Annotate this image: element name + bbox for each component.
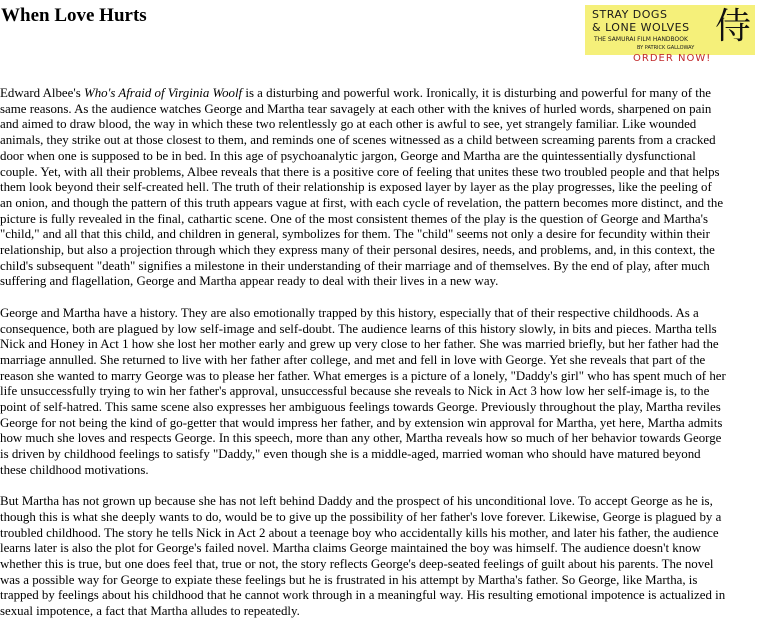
- article-paragraph: George and Martha have a history. They are also emotionally trapped by this history, especially that of their respective childhoods. As a consequence, both are plagued by low self-image and self-doubt. The audience learns of this history slowly, in bits and pieces. Martha tells Nick and Honey in Act 1 how she lost her mother early and grew up very close to her father. She was married briefly, but her father had the marriage annulled. She returned to live with her father after college, and met and fell in love with George. Yet she reveals that part of the reason she wanted to marry George was to please her father. What emerges is a picture of a lonely, "Daddy's girl" who has spent much of her life unsuccessfully trying to win her father's approval, unsuccessful because she reveals to Nick in Act 3 how low her self-image is, to the point of self-hatred. This same scene also expresses her ambiguous feelings towards George. Previously throughout the play, Martha reviles George for not being the kind of go-getter that would impress her father, and by extension win approval for Martha, yet here, Martha admits how much she loves and respects George. In this speech, more than any other, Martha reveals how so much of her behavior towards George is driven by childhood feelings to satisfy "Daddy," even though she is a middle-aged, married woman who should have matured beyond these childhood motivations.: [0, 305, 726, 477]
- article-body: [0, 86, 727, 636]
- order-now-link[interactable]: ORDER NOW!: [633, 53, 712, 64]
- ad-book-title: STRAY DOGS: [592, 8, 668, 21]
- paragraph-intro-text: Edward Albee's: [0, 86, 84, 100]
- play-title: Who's Afraid of Virginia Woolf: [83, 86, 243, 100]
- samurai-kanji-icon: 侍: [714, 6, 751, 47]
- page-title: When Love Hurts: [1, 5, 147, 26]
- article-paragraph: But Martha has not grown up because she has not left behind Daddy and the prospect of his unconditional love. To accept George as he is, though this is what she deeply wants to do, would be to give up the possibility of her father's love forever. Likewise, George is plagued by a troubled childhood. The story he tells Nick in Act 2 about a teenage boy who accidentally kills his mother, and later his father, the audience learns later is also the plot for George's failed novel. Martha claims George maintained the boy was himself. The audience doesn't know whether this is true, but one does feel that, true or not, the story reflects George's deep-seated feelings of guilt about his parents. The novel was a possible way for George to expiate these feelings but he is frustrated in his attempt by Martha's father. So George, like Martha, is trapped by feelings about his childhood that he cannot work through in a meaningful way. His resulting emotional impotence is actualized in sexual impotence, a fact that Martha alludes to repeatedly.: [0, 494, 726, 619]
- ad-book-subtitle: THE SAMURAI FILM HANDBOOK: [594, 36, 688, 43]
- book-ad-banner[interactable]: [585, 5, 755, 55]
- article-paragraph: [0, 86, 727, 290]
- ad-book-author: BY PATRICK GALLOWAY: [637, 45, 695, 51]
- paragraph-text: is a disturbing and powerful work. Ironically, it is disturbing and powerful for many of the same reasons. As the audience watches George and Martha tear savagely at each other with the knives of hurled words, sharpened on pain and aimed to draw blood, the way in which these two relentlessly go at each other is awful to see, yet strangely familiar. Like wounded animals, they strike out at those closest to them, and reminds one of scenes witnessed as a child between screaming parents from a cracked door when one is supposed to be in bed. In this age of psychoanalytic jargon, George and Martha are the quintessentially dysfunctional couple. Yet, with all their problems, Albee reveals that there is a positive core of feeling that unites these two troubled people and that helps them look beyond their self-created hell. The truth of their relationship is exposed layer by layer as the play progresses, like the peeling of an onion, and though the pattern of this truth appears vague at first, with each cycle of revelation, the pattern becomes more distinct, and the picture is fully revealed in the final, cathartic scene. One of the most consistent themes of the play is the question of George and Martha's "child," and all that this child, and children in general, symbolizes for them. The "child" seems not only a desire for fecundity within their relationship, but also a projection through which they express many of their personal desires, needs, and problems, and, in this context, the child's subsequent "death" signifies a milestone in their understanding of their marriage and of themselves. By the end of play, after much suffering and flagellation, George and Martha appear ready to deal with their lives in a new way.: [0, 86, 724, 289]
- ad-book-title-second-line: & LONE WOLVES: [592, 21, 690, 34]
